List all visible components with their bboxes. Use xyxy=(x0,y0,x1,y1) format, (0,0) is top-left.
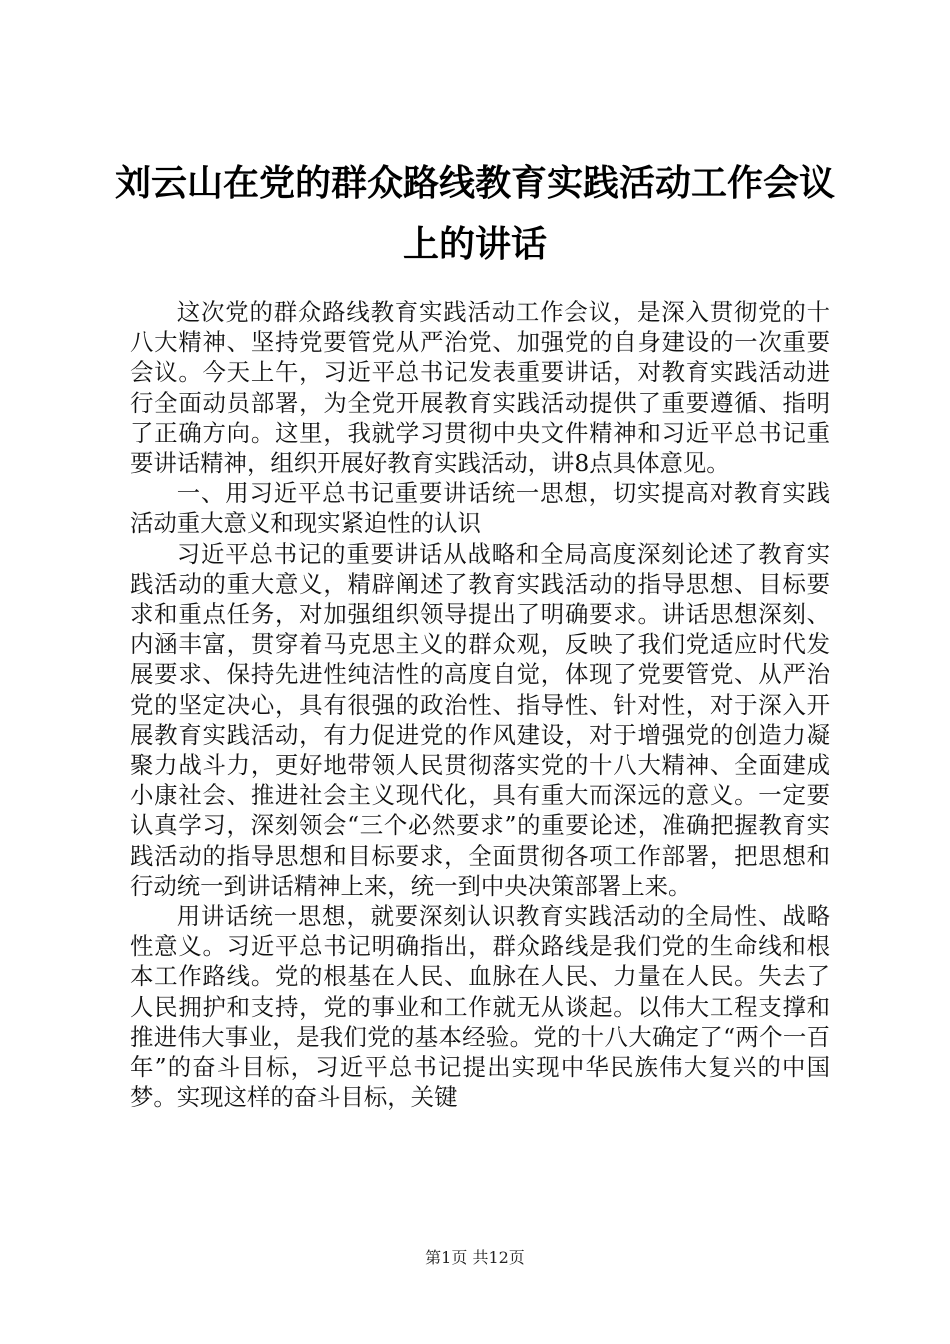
paragraph-speech-significance: 习近平总书记的重要讲话从战略和全局高度深刻论述了教育实践活动的重大意义，精辟阐述了教育实践活动的指导思想、目标要求和重点任务，对加强组织领导提出了明确要求。讲话思想深刻、内涵丰富，贯穿着马克思主义的群众观，反映了我们党适应时代发展要求、保持先进性纯洁性的高度自觉，体现了党要管党、从严治党的坚定决心，具有很强的政治性、指导性、针对性，对于深入开展教育实践活动，有力促进党的作风建设，对于增强党的创造力凝聚力战斗力，更好地带领人民贯彻落实党的十八大精神、全面建成小康社会、推进社会主义现代化，具有重大而深远的意义。一定要认真学习，深刻领会“三个必然要求”的重要论述，准确把握教育实践活动的指导思想和目标要求，全面贯彻各项工作部署，把思想和行动统一到讲话精神上来，统一到中央决策部署上来。 xyxy=(130,539,830,900)
document-body xyxy=(130,297,830,1112)
document-title-line-2: 上的讲话 xyxy=(402,224,547,265)
paragraph-intro: 这次党的群众路线教育实践活动工作会议，是深入贯彻党的十八大精神、坚持党要管党从严治党、加强党的自身建设的一次重要会议。今天上午，习近平总书记发表重要讲话，对教育实践活动进行全面动员部署，为全党开展教育实践活动提供了重要遵循、指明了正确方向。这里，我就学习贯彻中央文件精神和习近平总书记重要讲话精神，组织开展好教育实践活动，讲8点具体意见。 xyxy=(130,298,830,478)
section-heading-1: 一、用习近平总书记重要讲话统一思想，切实提高对教育实践活动重大意义和现实紧迫性的认识 xyxy=(130,479,830,538)
page-number-footer: 第1页 共12页 xyxy=(425,1248,525,1267)
paragraph-unify-thinking: 用讲话统一思想，就要深刻认识教育实践活动的全局性、战略性意义。习近平总书记明确指出，群众路线是我们党的生命线和根本工作路线。党的根基在人民、血脉在人民、力量在人民。失去了人民拥护和支持，党的事业和工作就无从谈起。以伟大工程支撑和推进伟大事业，是我们党的基本经验。党的十八大确定了“两个一百年”的奋斗目标，习近平总书记提出实现中华民族伟大复兴的中国梦。实现这样的奋斗目标，关键 xyxy=(130,902,830,1112)
document-title-line-1: 刘云山在党的群众路线教育实践活动工作会议 xyxy=(114,163,835,204)
